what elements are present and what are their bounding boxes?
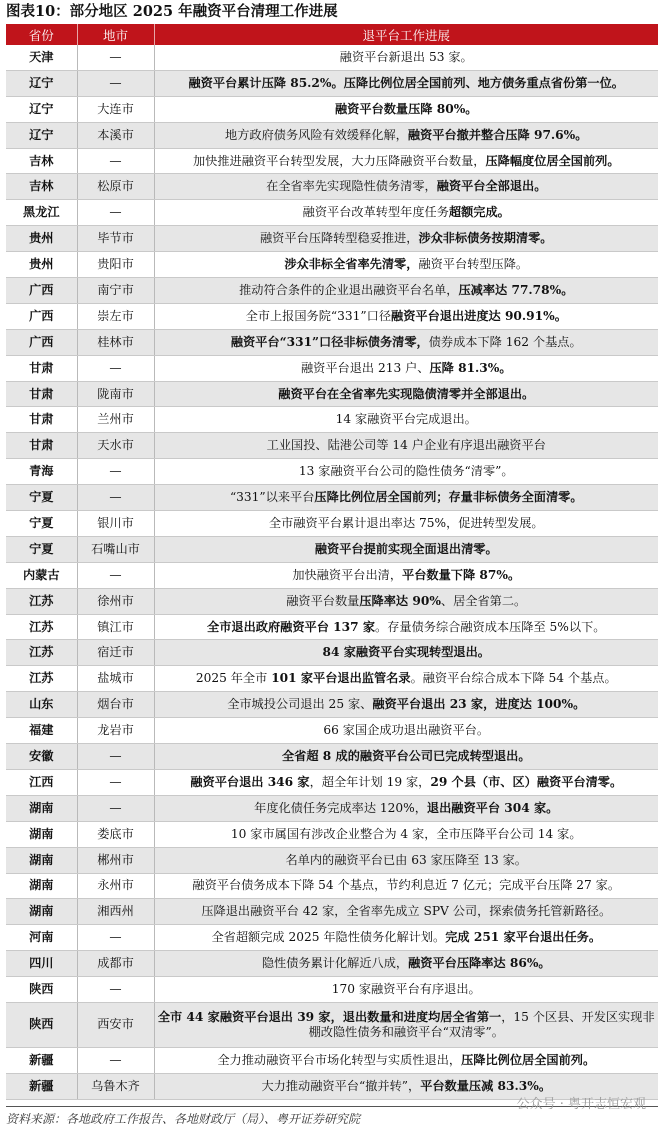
progress-cell — [154, 977, 658, 1003]
province-cell: 新疆 — [6, 1073, 77, 1099]
progress-text-bold: 涉众非标债务按期清零。 — [418, 231, 553, 246]
city-cell: — — [77, 1047, 154, 1073]
city-cell: — — [77, 355, 154, 381]
progress-cell — [154, 614, 658, 640]
progress-cell — [154, 511, 658, 537]
header-progress: 退平台工作进展 — [154, 24, 658, 45]
progress-cell — [154, 148, 658, 174]
progress-cell — [154, 718, 658, 744]
progress-text: 融资平台改革转型年度任务 — [302, 205, 449, 220]
progress-text: 名单内的融资平台已由 63 家压降至 13 家。 — [285, 852, 527, 867]
progress-text: 14 家融资平台完成退出。 — [335, 412, 477, 427]
progress-text-bold: 融资平台在全省率先实现隐债清零并全部退出。 — [278, 386, 535, 401]
table-row — [6, 45, 658, 70]
progress-text-bold: 融资平台撤并整合压降 97.6%。 — [407, 127, 588, 142]
table-row — [6, 769, 658, 795]
progress-text-bold: 29 个县（市、区）融资平台清零。 — [430, 774, 623, 789]
progress-text: 66 家国企成功退出融资平台。 — [323, 723, 490, 738]
progress-cell — [154, 122, 658, 148]
progress-text-bold: 压降比例位居全国前列；存量非标债务全面清零。 — [314, 490, 583, 505]
city-cell: — — [77, 744, 154, 770]
city-cell: 南宁市 — [77, 278, 154, 304]
progress-cell — [154, 252, 658, 278]
city-cell: — — [77, 977, 154, 1003]
province-cell: 湖南 — [6, 821, 77, 847]
progress-text-bold: 退出融资平台 304 家。 — [426, 800, 559, 815]
province-cell: 福建 — [6, 718, 77, 744]
province-cell: 天津 — [6, 45, 77, 70]
table-row — [6, 1047, 658, 1073]
city-cell: — — [77, 459, 154, 485]
progress-text: 推动符合条件的企业退出融资平台名单， — [239, 282, 459, 297]
progress-text: 。存量债务综合融资成本压降至 5%以下。 — [375, 619, 606, 634]
province-cell: 河南 — [6, 925, 77, 951]
progress-cell — [154, 70, 658, 96]
city-cell: — — [77, 795, 154, 821]
table-row — [6, 588, 658, 614]
progress-cell — [154, 174, 658, 200]
province-cell: 山东 — [6, 692, 77, 718]
province-cell: 黑龙江 — [6, 200, 77, 226]
province-cell: 甘肃 — [6, 355, 77, 381]
city-cell: 镇江市 — [77, 614, 154, 640]
progress-text-bold: 压减率达 77.78%。 — [458, 282, 574, 297]
city-cell: 龙岩市 — [77, 718, 154, 744]
city-cell: 崇左市 — [77, 303, 154, 329]
city-cell: 乌鲁木齐 — [77, 1073, 154, 1099]
province-cell: 湖南 — [6, 847, 77, 873]
table-row — [6, 148, 658, 174]
province-cell: 辽宁 — [6, 122, 77, 148]
progress-text-bold: 融资平台提前实现全面退出清零。 — [314, 541, 498, 556]
province-cell: 甘肃 — [6, 381, 77, 407]
table-row — [6, 795, 658, 821]
province-cell: 江苏 — [6, 614, 77, 640]
city-cell: — — [77, 45, 154, 70]
progress-text: 融资平台压降转型稳妥推进， — [260, 231, 419, 246]
progress-text: 加快融资平台出清， — [292, 567, 403, 582]
city-cell: — — [77, 562, 154, 588]
province-cell: 陕西 — [6, 1002, 77, 1047]
progress-table — [6, 24, 658, 1100]
progress-text: 2025 年全市 — [195, 671, 272, 686]
table-row — [6, 278, 658, 304]
city-cell: 兰州市 — [77, 407, 154, 433]
city-cell: 西安市 — [77, 1002, 154, 1047]
progress-text: 10 家市属国有涉改企业整合为 4 家，全市压降平台公司 14 家。 — [230, 826, 582, 841]
province-cell: 湖南 — [6, 899, 77, 925]
progress-text-bold: 融资平台压降率达 86%。 — [408, 956, 551, 971]
progress-cell — [154, 873, 658, 899]
province-cell: 甘肃 — [6, 407, 77, 433]
city-cell: — — [77, 769, 154, 795]
table-row — [6, 951, 658, 977]
city-cell: 本溪市 — [77, 122, 154, 148]
province-cell: 辽宁 — [6, 70, 77, 96]
progress-text: 在全省率先实现隐性债务清零， — [266, 179, 437, 194]
table-row — [6, 252, 658, 278]
table-row — [6, 640, 658, 666]
table-row — [6, 355, 658, 381]
progress-text-bold: 平台数量下降 87%。 — [402, 567, 521, 582]
progress-text: 隐性债务累计化解近八成， — [261, 956, 409, 971]
city-cell: 烟台市 — [77, 692, 154, 718]
watermark: 公众号 · 粤开志恒宏观 — [516, 1097, 646, 1112]
progress-text: 全市融资平台累计退出率达 75%，促进转型发展。 — [268, 515, 544, 530]
progress-text: 全省超额完成 2025 年隐性债务化解计划。 — [211, 930, 446, 945]
city-cell: 陇南市 — [77, 381, 154, 407]
progress-text: 全市上报国务院“331”口径 — [245, 308, 392, 323]
progress-text: 融资平台转型压降。 — [418, 257, 529, 272]
progress-text: 融资平台退出 213 户、 — [300, 360, 430, 375]
progress-text: 170 家融资平台有序退出。 — [331, 982, 481, 996]
progress-text: ，超全年计划 19 家， — [309, 774, 431, 789]
province-cell: 宁夏 — [6, 511, 77, 537]
table-row — [6, 873, 658, 899]
province-cell: 广西 — [6, 303, 77, 329]
progress-text-bold: 超额完成。 — [448, 205, 510, 220]
figure-title: 图表10：部分地区 2025 年融资平台清理工作进展 — [6, 3, 338, 20]
table-row — [6, 485, 658, 511]
province-cell: 湖南 — [6, 795, 77, 821]
table-row — [6, 536, 658, 562]
progress-cell — [154, 407, 658, 433]
city-cell: 徐州市 — [77, 588, 154, 614]
progress-cell — [154, 200, 658, 226]
province-cell: 广西 — [6, 278, 77, 304]
progress-cell — [154, 847, 658, 873]
table-row — [6, 847, 658, 873]
progress-cell — [154, 329, 658, 355]
progress-text: “331”以来平台 — [229, 490, 315, 505]
progress-text-bold: 融资平台全部退出。 — [436, 179, 547, 194]
progress-cell — [154, 433, 658, 459]
progress-cell — [154, 692, 658, 718]
province-cell: 贵州 — [6, 226, 77, 252]
province-cell: 宁夏 — [6, 536, 77, 562]
progress-cell — [154, 1002, 658, 1047]
progress-text: 融资平台数量 — [286, 593, 360, 608]
city-cell: — — [77, 70, 154, 96]
province-cell: 广西 — [6, 329, 77, 355]
progress-text: 融资平台债务成本下降 54 个基点，节约利息近 7 亿元；完成平台压降 27 家。 — [192, 878, 621, 893]
progress-text-bold: 涉众非标全省率先清零， — [284, 257, 419, 272]
progress-text-bold: 融资平台退出进度达 90.91%。 — [391, 308, 567, 323]
progress-cell — [154, 795, 658, 821]
province-cell: 湖南 — [6, 873, 77, 899]
city-cell: 天水市 — [77, 433, 154, 459]
province-cell: 江苏 — [6, 666, 77, 692]
province-cell: 内蒙古 — [6, 562, 77, 588]
progress-cell — [154, 588, 658, 614]
progress-cell — [154, 744, 658, 770]
table-row — [6, 614, 658, 640]
progress-text: ，15 个区县、开发区实现非棚改隐性债务和融资平台“双清零”。 — [308, 1009, 655, 1039]
progress-text-bold: 全省超 8 成的融资平台公司已完成转型退出。 — [281, 748, 531, 763]
province-cell: 甘肃 — [6, 433, 77, 459]
table-row — [6, 96, 658, 122]
progress-cell — [154, 303, 658, 329]
progress-text-bold: 全市 44 家融资平台退出 39 家，退出数量和进度均居全省第一 — [157, 1009, 502, 1024]
city-cell: — — [77, 485, 154, 511]
table-header-row — [6, 24, 658, 45]
province-cell: 江苏 — [6, 588, 77, 614]
city-cell: 桂林市 — [77, 329, 154, 355]
progress-text-bold: 融资平台退出 23 家，进度达 100%。 — [372, 697, 586, 712]
table-row — [6, 303, 658, 329]
progress-text: 。融资平台综合成本下降 54 个基点。 — [410, 671, 617, 686]
province-cell: 江西 — [6, 769, 77, 795]
progress-cell — [154, 381, 658, 407]
progress-text-bold: 完成 251 家平台退出任务。 — [445, 930, 602, 945]
progress-text: 压降退出融资平台 42 家，全省率先成立 SPV 公司，探索债务托管新路径。 — [201, 904, 612, 919]
province-cell: 陕西 — [6, 977, 77, 1003]
progress-cell — [154, 666, 658, 692]
city-cell: — — [77, 925, 154, 951]
progress-cell — [154, 45, 658, 70]
table-row — [6, 329, 658, 355]
progress-text-bold: 平台数量压减 83.3%。 — [420, 1078, 552, 1093]
progress-text: 融资平台新退出 53 家。 — [339, 49, 473, 64]
progress-text: 地方政府债务风险有效缓释化解， — [225, 127, 408, 142]
progress-text: 债券成本下降 162 个基点。 — [428, 334, 582, 349]
progress-cell — [154, 769, 658, 795]
city-cell: 成都市 — [77, 951, 154, 977]
progress-cell — [154, 899, 658, 925]
progress-cell — [154, 96, 658, 122]
city-cell: 郴州市 — [77, 847, 154, 873]
table-row — [6, 433, 658, 459]
city-cell: 松原市 — [77, 174, 154, 200]
header-province: 省份 — [6, 24, 77, 45]
progress-text: 13 家融资平台公司的隐性债务“清零”。 — [298, 464, 514, 479]
province-cell: 安徽 — [6, 744, 77, 770]
progress-cell — [154, 226, 658, 252]
table-row — [6, 511, 658, 537]
city-cell: 大连市 — [77, 96, 154, 122]
progress-text: 全市城投公司退出 25 家、 — [227, 697, 373, 712]
progress-cell — [154, 536, 658, 562]
progress-text-bold: 84 家融资平台实现转型退出。 — [322, 645, 490, 660]
city-cell: 银川市 — [77, 511, 154, 537]
city-cell: — — [77, 148, 154, 174]
city-cell: 盐城市 — [77, 666, 154, 692]
progress-cell — [154, 562, 658, 588]
header-city: 地市 — [77, 24, 154, 45]
city-cell: 宿迁市 — [77, 640, 154, 666]
province-cell: 宁夏 — [6, 485, 77, 511]
table-row — [6, 200, 658, 226]
table-row — [6, 666, 658, 692]
progress-text: 年度化债任务完成率达 120%， — [254, 800, 427, 815]
province-cell: 辽宁 — [6, 96, 77, 122]
progress-cell — [154, 951, 658, 977]
city-cell: 贵阳市 — [77, 252, 154, 278]
city-cell: 石嘴山市 — [77, 536, 154, 562]
progress-text-bold: 融资平台数量压降 80%。 — [335, 101, 478, 116]
progress-text-bold: 压降率达 90% — [359, 593, 441, 608]
table-row — [6, 174, 658, 200]
table-row — [6, 1002, 658, 1047]
table-row — [6, 899, 658, 925]
table-row — [6, 718, 658, 744]
table-row — [6, 122, 658, 148]
table-body — [6, 45, 658, 1099]
progress-cell — [154, 1047, 658, 1073]
progress-text: 、居全省第二。 — [440, 593, 527, 608]
progress-cell — [154, 459, 658, 485]
progress-text: 加快推进融资平台转型发展，大力压降融资平台数量， — [192, 153, 486, 168]
progress-text-bold: 融资平台“331”口径非标债务清零， — [230, 334, 429, 349]
city-cell: 湘西州 — [77, 899, 154, 925]
progress-cell — [154, 278, 658, 304]
table-row — [6, 821, 658, 847]
progress-text: 大力推动融资平台“撤并转”， — [261, 1078, 421, 1093]
table-row — [6, 381, 658, 407]
progress-text-bold: 融资平台退出 346 家 — [190, 774, 310, 789]
progress-text-bold: 101 家平台退出监管名录 — [271, 671, 411, 686]
city-cell: — — [77, 200, 154, 226]
table-row — [6, 977, 658, 1003]
province-cell: 吉林 — [6, 148, 77, 174]
province-cell: 新疆 — [6, 1047, 77, 1073]
progress-cell — [154, 355, 658, 381]
province-cell: 青海 — [6, 459, 77, 485]
province-cell: 四川 — [6, 951, 77, 977]
progress-text: 工业国投、陆港公司等 14 户企业有序退出融资平台 — [266, 438, 546, 453]
city-cell: 永州市 — [77, 873, 154, 899]
table-row — [6, 744, 658, 770]
progress-text: 全力推动融资平台市场化转型与实质性退出， — [217, 1052, 462, 1067]
progress-text-bold: 压降比例位居全国前列。 — [461, 1052, 596, 1067]
progress-text-bold: 融资平台累计压降 85.2%。压降比例位居全国前列、地方债务重点省份第一位。 — [188, 75, 624, 90]
city-cell: 娄底市 — [77, 821, 154, 847]
table-row — [6, 925, 658, 951]
province-cell: 贵州 — [6, 252, 77, 278]
province-cell: 吉林 — [6, 174, 77, 200]
progress-text-bold: 全市退出政府融资平台 137 家 — [207, 619, 376, 634]
progress-cell — [154, 925, 658, 951]
progress-text-bold: 压降幅度位居全国前列。 — [485, 153, 620, 168]
progress-text-bold: 压降 81.3%。 — [429, 360, 512, 375]
table-row — [6, 407, 658, 433]
table-row — [6, 459, 658, 485]
progress-cell — [154, 640, 658, 666]
city-cell: 毕节市 — [77, 226, 154, 252]
progress-cell — [154, 485, 658, 511]
source-note: 资料来源：各地政府工作报告、各地财政厅（局）、粤开证券研究院 — [6, 1112, 361, 1126]
table-row — [6, 70, 658, 96]
province-cell: 江苏 — [6, 640, 77, 666]
progress-cell — [154, 821, 658, 847]
table-row — [6, 692, 658, 718]
table-row — [6, 562, 658, 588]
table-row — [6, 226, 658, 252]
